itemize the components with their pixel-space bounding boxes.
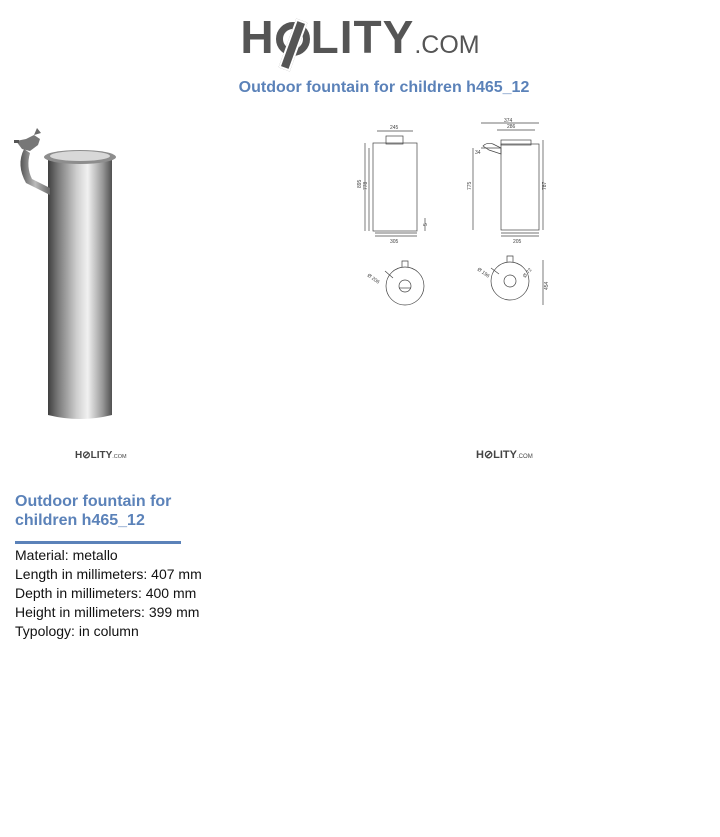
- spec-value: 407 mm: [151, 566, 202, 582]
- logo-domain-suffix: .COM: [414, 31, 480, 59]
- dim-side-height-left: 775: [467, 181, 473, 190]
- spec-label: Material: [15, 547, 65, 563]
- dim-front-height-inner: 778: [363, 181, 369, 190]
- dim-side-top: 374: [504, 118, 513, 124]
- drawing-watermark-logo: [476, 448, 533, 461]
- heading-divider: [15, 541, 181, 544]
- spec-material: Material: metallo: [15, 547, 118, 563]
- dim-plan-left-diameter: Ø 206: [365, 272, 381, 286]
- site-logo[interactable]: [0, 10, 720, 64]
- spec-length: Length in millimeters: 407 mm: [15, 566, 202, 582]
- mini-logo-suffix: .COM: [517, 454, 533, 460]
- spec-label: Typology: [15, 623, 72, 639]
- spec-value: 400 mm: [145, 585, 197, 601]
- dim-front-height-outer: 895: [357, 179, 363, 188]
- spec-value: 399 mm: [148, 604, 200, 620]
- dim-plan-right-diameter: Ø 196: [475, 266, 491, 280]
- mini-logo-suffix: .COM: [112, 454, 127, 460]
- logo-wordmark-end: LITY: [310, 11, 415, 63]
- dim-front-foot: 5: [423, 223, 429, 226]
- dim-front-base: 305: [390, 239, 399, 245]
- spec-value: metallo: [72, 547, 118, 563]
- spec-depth: Depth in millimeters: 400 mm: [15, 585, 197, 601]
- page-title: Outdoor fountain for children h465_12: [238, 79, 530, 96]
- dim-side-inner: 286: [507, 124, 516, 130]
- dim-plan-right-small: Ø 72: [521, 267, 534, 280]
- dim-side-spout: 34: [475, 150, 481, 156]
- mini-logo-main: H⊘LITY: [476, 449, 517, 461]
- spec-height: Height in millimeters: 399 mm: [15, 604, 200, 620]
- mini-logo-main: H⊘LITY: [75, 450, 113, 461]
- logo-wordmark-start: H: [240, 11, 275, 63]
- product-heading: Outdoor fountain for children h465_12: [15, 493, 172, 529]
- photo-watermark-logo: [75, 450, 127, 461]
- logo-o-ring-icon: [276, 22, 310, 56]
- spec-typology: Typology: in column: [15, 623, 139, 639]
- dim-side-height-right: 787: [542, 181, 548, 190]
- spec-list: [15, 546, 202, 641]
- spec-label: Length in millimeters: [15, 566, 144, 582]
- technical-drawing: [355, 118, 555, 313]
- product-photo: [10, 125, 122, 427]
- dim-side-base: 205: [513, 239, 522, 245]
- dim-plan-right-height: 454: [544, 281, 550, 290]
- spec-label: Height in millimeters: [15, 604, 142, 620]
- dim-front-top: 245: [390, 125, 399, 131]
- spec-label: Depth in millimeters: [15, 585, 138, 601]
- spec-value: in column: [78, 623, 139, 639]
